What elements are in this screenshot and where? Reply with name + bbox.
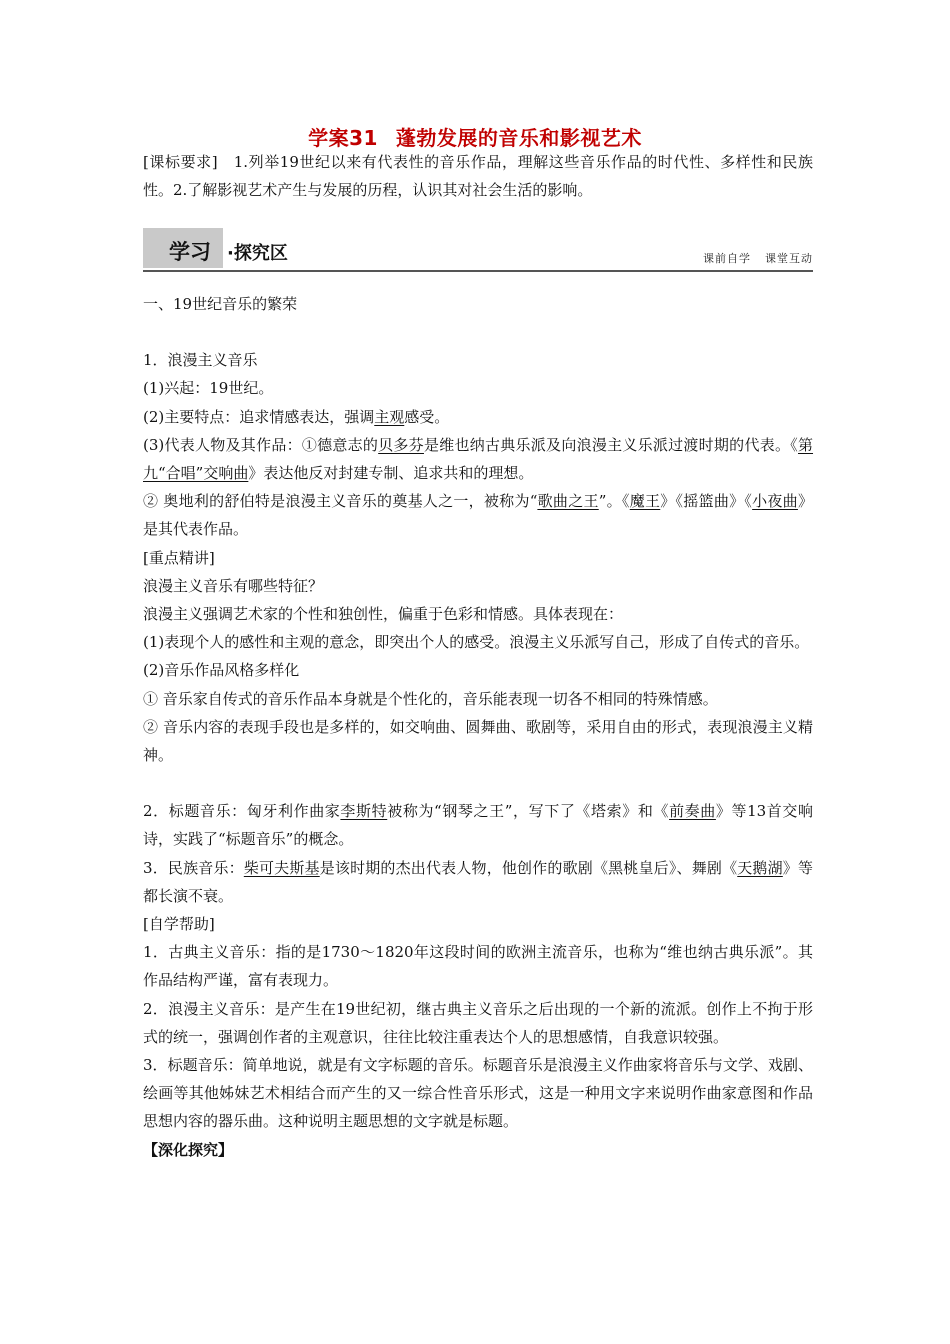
paragraph: (2)主要特点：追求情感表达，强调主观感受。	[143, 407, 450, 426]
underlined-answer: 第九“合唱”交响曲	[143, 435, 814, 483]
section-banner	[143, 228, 813, 272]
underlined-answer: 天鹅湖	[737, 858, 783, 877]
section-heading: 一、19世纪音乐的繁荣	[143, 295, 298, 313]
paragraph: (3)代表人物及其作品：①德意志的贝多芬是维也纳古典乐派及向浪漫主义乐派过渡时期的代表。《第九“合唱”交响曲》表达他反对封建专制、追求共和的理想。	[143, 435, 814, 483]
banner-label: 学习	[169, 240, 211, 264]
curriculum-requirement: [课标要求] 1.列举19世纪以来有代表性的音乐作品，理解这些音乐作品的时代性、多样性和民族性。2.了解影视艺术产生与发展的历程，认识其对社会生活的影响。	[143, 153, 813, 199]
title-number: 学案31	[308, 126, 378, 150]
title-text: 蓬勃发展的音乐和影视艺术	[395, 126, 642, 150]
underlined-answer: 柴可夫斯基	[243, 858, 320, 877]
main-content	[143, 290, 813, 1164]
paragraph: 浪漫主义强调艺术家的个性和独创性，偏重于色彩和情感。具体表现在：	[143, 605, 624, 624]
banner-right-label-2: 课堂互动	[765, 252, 813, 265]
paragraph: [自学帮助]	[143, 915, 215, 934]
paragraph: 3．标题音乐：简单地说，就是有文字标题的音乐。标题音乐是浪漫主义作曲家将音乐与文学、戏剧、绘画等其他姊妹艺术相结合而产生的又一综合性音乐形式，这是一种用文字来说明作曲家意图和作品思想内容的器乐曲。这种说明主题思想的文字就是标题。	[143, 1056, 813, 1131]
underlined-answer: 小夜曲	[752, 492, 798, 511]
paragraph: 2．浪漫主义音乐：是产生在19世纪初，继古典主义音乐之后出现的一个新的流派。创作上不拘于形式的统一，强调创作者的主观意识，往往比较注重表达个人的思想感情，自我意识较强。	[143, 999, 813, 1046]
paragraph: (1)兴起：19世纪。	[143, 379, 274, 398]
paragraph: ② 音乐内容的表现手段也是多样的，如交响曲、圆舞曲、歌剧等，采用自由的形式，表现浪漫主义精神。	[143, 717, 813, 765]
banner-sublabel: ·探究区	[227, 243, 288, 264]
subsection-heading: 【深化探究】	[143, 1140, 234, 1159]
banner-right-label-1: 课前自学	[703, 252, 751, 265]
paragraph: 2．标题音乐：匈牙利作曲家李斯特被称为“钢琴之王”，写下了《塔索》和《前奏曲》等13首交响诗，实践了“标题音乐”的概念。	[143, 802, 813, 849]
paragraph: [重点精讲]	[143, 548, 215, 567]
page-title	[0, 122, 950, 151]
paragraph: (1)表现个人的感性和主观的意念，即突出个人的感受。浪漫主义乐派写自己，形成了自传式的音乐。	[143, 633, 810, 652]
paragraph: 1．浪漫主义音乐	[143, 351, 258, 370]
paragraph: (2)音乐作品风格多样化	[143, 661, 300, 680]
paragraph: ① 音乐家自传式的音乐作品本身就是个性化的，音乐能表现一切各不相同的特殊情感。	[143, 689, 718, 708]
paragraph: 3．民族音乐：柴可夫斯基是该时期的杰出代表人物，他创作的歌剧《黑桃皇后》、舞剧《天鹅湖》等都长演不衰。	[143, 858, 813, 905]
paragraph: 1．古典主义音乐：指的是1730～1820年这段时间的欧洲主流音乐，也称为“维也纳古典乐派”。其作品结构严谨，富有表现力。	[143, 943, 813, 990]
underlined-answer: 贝多芬	[378, 435, 424, 454]
paragraph: ② 奥地利的舒伯特是浪漫主义音乐的奠基人之一，被称为“歌曲之王”。《魔王》《摇篮曲》《小夜曲》是其代表作品。	[143, 492, 813, 539]
underlined-answer: 李斯特	[340, 802, 388, 821]
underlined-answer: 歌曲之王	[537, 492, 599, 511]
banner-right-labels	[703, 250, 813, 266]
underlined-answer: 魔王	[629, 492, 661, 511]
underlined-answer: 主观	[374, 407, 405, 426]
paragraph: 浪漫主义音乐有哪些特征？	[143, 576, 324, 595]
underlined-answer: 前奏曲	[669, 802, 716, 821]
